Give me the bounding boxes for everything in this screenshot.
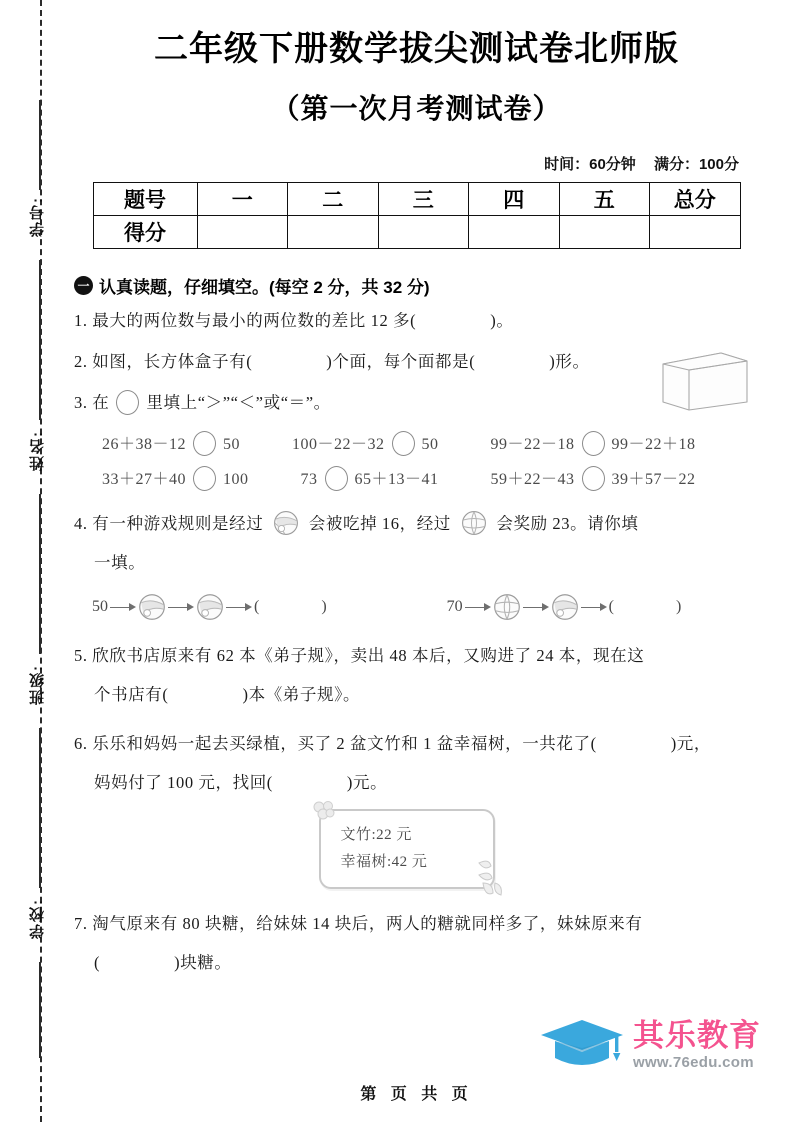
question-6-text-b: )元， bbox=[670, 734, 711, 754]
score-table-col-total: 总分 bbox=[650, 182, 741, 215]
question-4-text-b: 会被吃掉 16，经过 bbox=[308, 513, 451, 533]
score-cell-5[interactable] bbox=[559, 215, 650, 248]
score-table-label-question: 题号 bbox=[93, 182, 197, 215]
question-5-text-a: 5. 欣欣书店原来有 62 本《弟子规》，卖出 48 本后，又购进了 24 本，现在这 bbox=[74, 646, 645, 665]
price-card-wrap bbox=[74, 809, 739, 889]
margin-label-name: 姓名: bbox=[29, 430, 46, 471]
price-card bbox=[319, 809, 495, 889]
compare-item-1-2 bbox=[292, 431, 439, 456]
question-3-text-end: 里填上“＞”“＜”或“＝”。 bbox=[146, 392, 331, 412]
exam-content bbox=[60, 249, 773, 979]
section-title-1: 认真读题，仔细填空。(每空 2 分，共 32 分) bbox=[99, 277, 430, 297]
flow-2-start: 70 bbox=[446, 598, 463, 615]
question-7-text-c: )块糖。 bbox=[174, 952, 232, 972]
compare-circle-icon[interactable] bbox=[582, 466, 605, 491]
compare-row-1 bbox=[74, 431, 739, 456]
seal-rule-4 bbox=[39, 728, 41, 888]
flow-diagram-group bbox=[74, 593, 739, 621]
question-5 bbox=[74, 637, 739, 674]
compare-left-1-2: 100－22－32 bbox=[292, 435, 385, 453]
leaf-icon bbox=[473, 857, 509, 901]
margin-label-student-id: 学号: bbox=[29, 196, 46, 237]
score-cell-3[interactable] bbox=[378, 215, 469, 248]
volleyball-icon bbox=[461, 510, 487, 536]
question-6 bbox=[74, 725, 739, 762]
exam-duration: 时间：60分钟 bbox=[544, 155, 636, 173]
seal-line-rail bbox=[27, 100, 53, 1060]
table-row bbox=[93, 182, 740, 215]
brand-name: 其乐教育 bbox=[633, 1018, 761, 1053]
compare-right-2-1: 100 bbox=[223, 470, 249, 488]
flow-1-answer[interactable]: ( ) bbox=[254, 598, 327, 615]
arrow-icon bbox=[168, 602, 194, 612]
brand-text bbox=[633, 1020, 761, 1070]
exam-sheet bbox=[60, 0, 773, 1122]
score-table-col-2: 二 bbox=[288, 182, 379, 215]
compare-circle-icon[interactable] bbox=[392, 431, 415, 456]
question-3-text: 3. 在 bbox=[74, 392, 110, 412]
question-2-text-c: )形。 bbox=[549, 351, 590, 371]
compare-right-2-2: 65＋13－41 bbox=[354, 470, 439, 488]
question-7-text-b: ( bbox=[94, 952, 101, 972]
compare-row-2 bbox=[74, 466, 739, 491]
seal-rule-3 bbox=[39, 494, 41, 654]
beach-ball-icon bbox=[551, 593, 579, 621]
seal-rule-5 bbox=[39, 962, 41, 1058]
price-line-1: 文竹:22 元 bbox=[340, 827, 412, 844]
question-4-text-c: 会奖励 23。请你填 bbox=[496, 513, 639, 533]
margin-label-class: 班级: bbox=[29, 664, 46, 705]
compare-left-1-1: 26＋38－12 bbox=[102, 435, 187, 453]
flow-1-start: 50 bbox=[92, 598, 108, 615]
question-5-text-b: 个书店有( bbox=[94, 685, 169, 705]
brand-url: www.76edu.com bbox=[633, 1054, 754, 1071]
seal-rule-2 bbox=[39, 260, 41, 420]
score-table-col-4: 四 bbox=[469, 182, 560, 215]
question-4-text-d: 一填。 bbox=[94, 553, 146, 572]
arrow-icon bbox=[110, 602, 136, 612]
question-4-line2 bbox=[74, 546, 739, 579]
score-table-col-5: 五 bbox=[559, 182, 650, 215]
score-cell-2[interactable] bbox=[288, 215, 379, 248]
flow-2-answer[interactable]: ( ) bbox=[608, 598, 682, 615]
compare-circle-icon[interactable] bbox=[116, 390, 139, 415]
table-row bbox=[93, 215, 740, 248]
question-5-text-c: )本《弟子规》。 bbox=[242, 685, 361, 705]
compare-item-1-3 bbox=[491, 431, 696, 456]
exam-meta bbox=[60, 153, 773, 174]
compare-left-1-3: 99－22－18 bbox=[490, 435, 575, 453]
margin-label-school: 学校: bbox=[29, 898, 46, 939]
compare-item-2-2 bbox=[301, 466, 439, 491]
flow-diagram-2 bbox=[447, 593, 682, 621]
compare-right-1-1: 50 bbox=[223, 435, 241, 453]
flow-diagram-1 bbox=[92, 593, 327, 621]
question-1-text: 1. 最大的两位数与最小的两位数的差比 12 多( bbox=[74, 310, 417, 330]
exam-full-score: 满分：100分 bbox=[653, 155, 739, 173]
arrow-icon bbox=[226, 602, 252, 612]
compare-item-2-3 bbox=[491, 466, 696, 491]
arrow-icon bbox=[523, 602, 549, 612]
question-6-line2 bbox=[74, 766, 739, 799]
compare-left-2-1: 33＋27＋40 bbox=[102, 470, 187, 488]
score-table-col-1: 一 bbox=[197, 182, 288, 215]
compare-circle-icon[interactable] bbox=[193, 466, 216, 491]
score-cell-1[interactable] bbox=[197, 215, 288, 248]
question-7-line2 bbox=[74, 946, 739, 979]
compare-left-2-3: 59＋22－43 bbox=[490, 470, 575, 488]
section-heading-1 bbox=[74, 273, 739, 298]
question-7-text-a: 7. 淘气原来有 80 块糖，给妹妹 14 块后，两人的糖就同样多了，妹妹原来有 bbox=[74, 913, 643, 933]
score-cell-4[interactable] bbox=[469, 215, 560, 248]
question-1-text-end: )。 bbox=[490, 310, 514, 330]
question-4 bbox=[74, 505, 739, 542]
compare-right-1-2: 50 bbox=[421, 435, 439, 453]
compare-circle-icon[interactable] bbox=[582, 431, 605, 456]
beach-ball-icon bbox=[138, 593, 166, 621]
beach-ball-icon bbox=[196, 593, 224, 621]
section-badge-icon: 一 bbox=[74, 276, 93, 295]
compare-right-2-3: 39＋57－22 bbox=[611, 470, 696, 488]
volleyball-icon bbox=[493, 593, 521, 621]
compare-circle-icon[interactable] bbox=[325, 466, 348, 491]
compare-right-1-3: 99－22＋18 bbox=[611, 435, 696, 453]
page-subtitle: （第一次月考测试卷） bbox=[271, 92, 562, 124]
graduation-cap-icon bbox=[539, 1014, 625, 1076]
price-line-2: 幸福树:42 元 bbox=[340, 853, 428, 870]
flower-icon bbox=[309, 798, 339, 828]
compare-circle-icon[interactable] bbox=[193, 431, 216, 456]
arrow-icon bbox=[581, 602, 607, 612]
compare-left-2-2: 73 bbox=[300, 470, 318, 488]
question-7 bbox=[74, 905, 739, 942]
compare-item-1-1 bbox=[102, 431, 240, 456]
brand-watermark bbox=[539, 1014, 761, 1076]
page-footer: 第 页 共 页 bbox=[360, 1086, 473, 1103]
arrow-icon bbox=[465, 602, 491, 612]
score-table-label-score: 得分 bbox=[93, 215, 197, 248]
question-2-text-b: )个面，每个面都是( bbox=[326, 351, 476, 371]
question-5-line2 bbox=[74, 678, 739, 711]
question-6-text-a: 6. 乐乐和妈妈一起去买绿植，买了 2 盆文竹和 1 盆幸福树，一共花了( bbox=[74, 734, 597, 754]
score-table bbox=[93, 182, 741, 249]
question-2 bbox=[74, 343, 739, 380]
score-table-col-3: 三 bbox=[378, 182, 469, 215]
question-6-text-d: )元。 bbox=[346, 773, 388, 793]
question-3 bbox=[74, 384, 739, 421]
question-6-text-c: 妈妈付了 100 元，找回( bbox=[94, 773, 273, 793]
score-cell-total[interactable] bbox=[650, 215, 741, 248]
compare-item-2-1 bbox=[102, 466, 249, 491]
seal-rule-1 bbox=[39, 100, 41, 190]
beach-ball-icon bbox=[273, 510, 299, 536]
question-1 bbox=[74, 302, 739, 339]
page-title: 二年级下册数学拔尖测试卷北师版 bbox=[154, 30, 679, 68]
title-block bbox=[60, 0, 773, 127]
question-4-text-a: 4. 有一种游戏规则是经过 bbox=[74, 513, 264, 533]
question-2-text-a: 2. 如图，长方体盒子有( bbox=[74, 351, 253, 371]
